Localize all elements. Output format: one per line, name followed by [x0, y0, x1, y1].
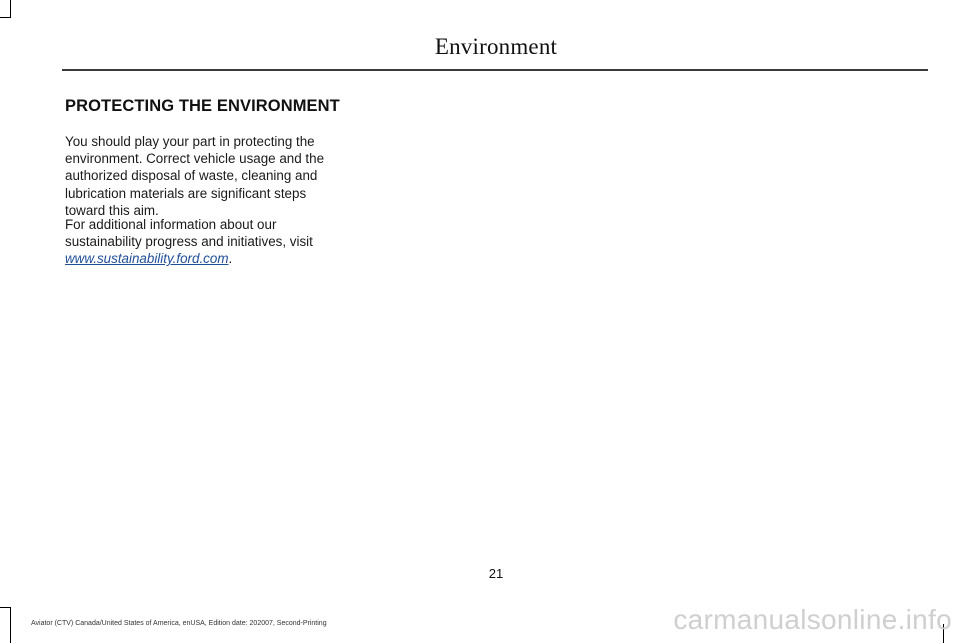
crop-mark-top-left-horizontal [0, 17, 11, 18]
watermark-text: carmanualsonline.info [673, 604, 952, 635]
paragraph-sustainability-info [65, 216, 345, 268]
crop-mark-top-left-vertical [10, 0, 11, 18]
paragraph-period: . [228, 251, 233, 267]
crop-mark-bottom-left-horizontal [0, 607, 11, 608]
page-title: Environment [434, 34, 558, 59]
footer-edition-info: Aviator (CTV) Canada/United States of America, enUSA, Edition date: 202007, Second-Printing [31, 620, 327, 627]
crop-mark-bottom-left-vertical [10, 607, 11, 643]
sustainability-link[interactable]: www.sustainability.ford.com [65, 251, 229, 267]
page-number: 21 [488, 566, 504, 581]
paragraph-environment-intro: You should play your part in protecting the environment. Correct vehicle usage and the authorized disposal of waste, cleaning and lubrication materials are significant steps toward this aim. [65, 134, 325, 218]
header-divider [62, 69, 928, 71]
section-heading: PROTECTING THE ENVIRONMENT [65, 97, 340, 115]
paragraph-sustainability-text: For additional information about our sustainability progress and initiatives, visit [65, 217, 313, 250]
